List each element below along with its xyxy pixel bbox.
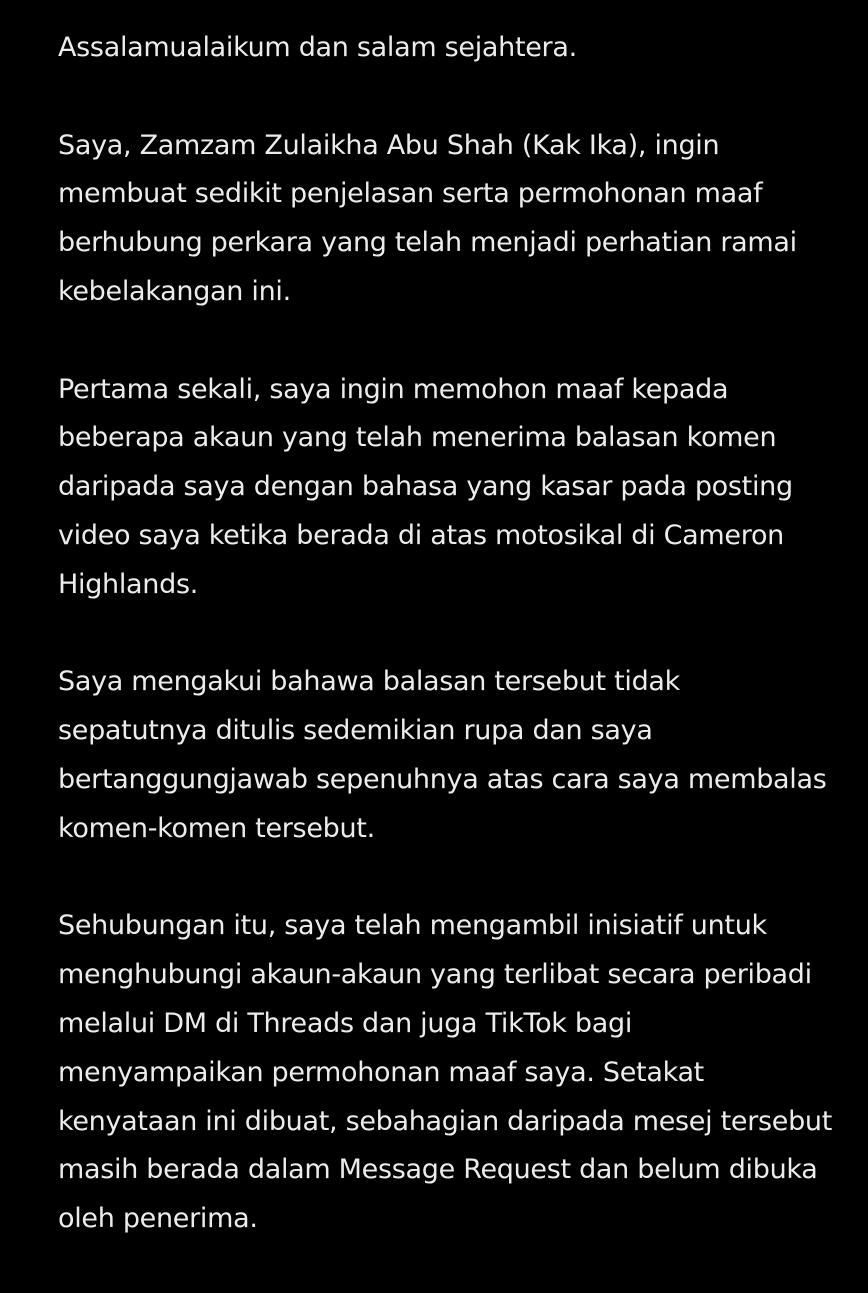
text-line: menyampaikan permohonan maaf saya. Setakat [58, 1056, 704, 1088]
paragraph-acknowledgement [58, 658, 848, 853]
text-line: masih berada dalam Message Request dan belum dibuka [58, 1154, 818, 1186]
text-line: membuat sedikit penjelasan serta permohonan maaf [58, 178, 763, 210]
text-line: kebelakangan ini. [58, 275, 291, 307]
statement-text [58, 24, 848, 1293]
text-line: daripada saya dengan bahasa yang kasar pada posting [58, 471, 793, 503]
text-line: Pertama sekali, saya ingin memohon maaf kepada [58, 373, 729, 405]
text-line: video saya ketika berada di atas motosikal di Cameron [58, 519, 784, 551]
text-line: sepatutnya ditulis sedemikian rupa dan saya [58, 715, 653, 747]
text-line: melalui DM di Threads dan juga TikTok bagi [58, 1007, 633, 1039]
text-line: berhubung perkara yang telah menjadi perhatian ramai [58, 227, 797, 259]
text-line: Saya, Zamzam Zulaikha Abu Shah (Kak Ika), ingin [58, 129, 720, 161]
text-line: bertanggungjawab sepenuhnya atas cara saya membalas [58, 763, 827, 795]
text-line: kenyataan ini dibuat, sebahagian daripada mesej tersebut [58, 1105, 833, 1137]
text-line: Sehubungan itu, saya telah mengambil inisiatif untuk [58, 910, 767, 942]
text-line: Assalamualaikum dan salam sejahtera. [58, 32, 577, 63]
paragraph-greeting [58, 24, 848, 73]
paragraph-apology [58, 366, 848, 610]
text-line: Highlands. [58, 568, 199, 600]
text-line: menghubungi akaun-akaun yang terlibat secara peribadi [58, 959, 812, 991]
text-line: oleh penerima. [58, 1203, 258, 1235]
paragraph-follow-up [58, 902, 848, 1244]
text-line: komen-komen tersebut. [58, 812, 375, 844]
text-line: beberapa akaun yang telah menerima balasan komen [58, 422, 777, 454]
text-line: Saya mengakui bahawa balasan tersebut tidak [58, 666, 680, 698]
paragraph-introduction [58, 122, 848, 317]
